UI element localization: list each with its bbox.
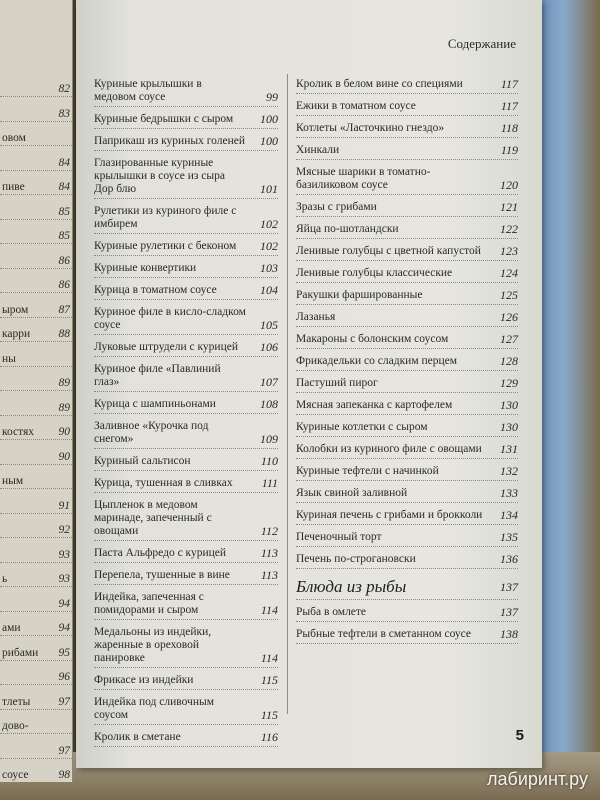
toc-entry-page: 102	[260, 239, 278, 253]
toc-entry-page: 113	[260, 546, 278, 560]
toc-entry-title: Заливное «Курочка под снегом»	[94, 420, 209, 445]
toc-entry-title: Ленивые голубцы с цветной капустой	[296, 245, 481, 257]
left-page-entry	[0, 325, 72, 342]
toc-entry-title: Куриное филе «Павлиний глаз»	[94, 363, 221, 388]
section-page: 137	[500, 580, 518, 594]
toc-entry-page: 103	[260, 261, 278, 275]
left-page-entry-title: ь	[2, 573, 8, 585]
toc-entry-title: Куриные крылышки в медовом соусе	[94, 78, 202, 103]
toc-entry	[94, 420, 278, 449]
toc-entry-title: Глазированные куриные крылышки в соусе из сыра Дор блю	[94, 157, 225, 195]
toc-entry-title: Медальоны из индейки, жаренные в ореховой панировке	[94, 626, 212, 664]
left-page-entry-page: 92	[58, 524, 70, 536]
left-page-entry	[0, 644, 72, 661]
toc-entry-title: Макароны с болонским соусом	[296, 333, 449, 345]
toc-entry-title: Курица в томатном соусе	[94, 284, 217, 296]
toc-entry	[94, 547, 278, 563]
left-page-entry-page: 94	[58, 597, 70, 610]
left-page-entry	[0, 497, 72, 514]
toc-entry-title: Куриные котлетки с сыром	[296, 421, 428, 433]
toc-entry-title: Луковые штрудели с курицей	[94, 341, 238, 353]
toc-entry	[94, 240, 278, 256]
toc-entry	[296, 311, 518, 327]
toc-entry-page: 115	[260, 708, 278, 722]
toc-entry-page: 117	[500, 77, 518, 91]
toc-entry-title: Ежики в томатном соусе	[296, 100, 416, 112]
toc-entry	[94, 674, 278, 690]
toc-entry-title: Куриная печень с грибами и брокколи	[296, 509, 483, 521]
toc-entry-page: 111	[261, 476, 278, 490]
toc-entry-page: 109	[260, 432, 278, 446]
toc-entry-title: Паприкаш из куриных голеней	[94, 135, 246, 147]
toc-entry-page: 123	[500, 244, 518, 258]
toc-entry	[94, 205, 278, 234]
toc-entry-page: 110	[260, 454, 278, 468]
left-page-entry	[0, 448, 72, 465]
toc-entry-title: Куриные тефтели с начинкой	[296, 465, 439, 477]
left-page-entry	[0, 399, 72, 416]
toc-entry	[296, 606, 518, 622]
toc-entry-title: Паста Альфредо с курицей	[94, 547, 227, 559]
page-number: 5	[515, 727, 524, 744]
toc-entry	[296, 377, 518, 393]
toc-entry	[94, 455, 278, 471]
toc-entry	[94, 363, 278, 392]
left-page-entry	[0, 693, 72, 710]
left-page-entry-page: 82	[58, 83, 70, 95]
toc-entry-title: Куриные рулетики с беконом	[94, 240, 237, 252]
toc-entry	[296, 122, 518, 138]
toc-entry	[296, 509, 518, 525]
toc-entry	[94, 157, 278, 199]
left-page-entry	[0, 178, 72, 195]
toc-entry	[296, 421, 518, 437]
toc-entry-title: Ракушки фаршированные	[296, 289, 423, 301]
toc-entry-title: Пастуший пирог	[296, 377, 378, 389]
toc-entry-title: Рыбные тефтели в сметанном соусе	[296, 628, 472, 640]
book-cover-edge	[540, 0, 600, 800]
toc-entry-page: 122	[500, 222, 518, 236]
toc-entry-page: 104	[260, 283, 278, 297]
left-page-entry-page: 97	[58, 695, 70, 708]
left-page-entry-page: 90	[58, 450, 70, 463]
toc-entry-title: Рыба в омлете	[296, 606, 367, 618]
toc-entry-title: Колобки из куриного филе с овощами	[296, 443, 482, 455]
toc-entry	[94, 696, 278, 725]
left-page-entry-title: дово-	[2, 720, 29, 732]
toc-entry	[94, 499, 278, 541]
toc-entry-title: Мясная запеканка с картофелем	[296, 399, 453, 411]
left-page-entry	[0, 521, 72, 538]
left-page-entry-title: ны	[2, 352, 16, 365]
toc-entry-page: 113	[260, 568, 278, 582]
toc-entry-page: 102	[260, 217, 278, 231]
toc-entry-page: 119	[500, 143, 518, 157]
toc-entry-title: Кролик в белом вине со специями	[296, 78, 463, 90]
toc-entry-page: 100	[260, 112, 278, 126]
left-page-entry-page: 83	[58, 107, 70, 120]
toc-entry-page: 125	[500, 288, 518, 302]
toc-entry	[94, 306, 278, 335]
toc-entry-page: 114	[260, 603, 278, 617]
toc-entry	[94, 341, 278, 357]
toc-entry-page: 134	[500, 508, 518, 522]
toc-entry-page: 105	[260, 318, 278, 332]
left-page-entry-page: 85	[58, 230, 70, 242]
toc-entry-title: Курица, тушенная в сливках	[94, 477, 233, 489]
left-page-entry-title: костях	[2, 426, 35, 438]
toc-entry-title: Куриное филе в кисло-сладком соусе	[94, 306, 246, 331]
toc-entry-page: 100	[260, 134, 278, 148]
toc-entry-page: 127	[500, 332, 518, 346]
toc-entry-title: Куриный сальтисон	[94, 455, 191, 467]
toc-entry-page: 116	[260, 730, 278, 744]
section-heading	[296, 577, 518, 600]
left-page-entry-page: 93	[58, 573, 70, 585]
left-page-entry	[0, 619, 72, 636]
toc-entry-page: 99	[266, 90, 278, 104]
toc-entry	[94, 398, 278, 414]
left-page-entry	[0, 252, 72, 269]
left-page-fragment	[0, 0, 73, 782]
toc-entry	[296, 166, 518, 195]
left-page-entry	[0, 472, 72, 489]
left-page-entry-title: ами	[2, 622, 21, 634]
toc-entry	[296, 289, 518, 305]
toc-entry	[296, 355, 518, 371]
left-page-entry-page: 86	[58, 279, 70, 291]
toc-entry-title: Печеночный торт	[296, 531, 382, 543]
toc-entry	[296, 443, 518, 459]
toc-entry	[94, 626, 278, 668]
toc-entry-title: Цыпленок в медовом маринаде, запеченный с овощами	[94, 499, 212, 537]
toc-entry-page: 124	[500, 266, 518, 280]
column-divider	[287, 74, 288, 714]
toc-entry-title: Фрикадельки со сладким перцем	[296, 355, 458, 367]
left-page-entry-title: карри	[2, 328, 31, 340]
toc-entry-title: Зразы с грибами	[296, 201, 377, 213]
toc-entry-page: 121	[500, 200, 518, 214]
left-page-entry	[0, 80, 72, 97]
toc-entry-title: Индейка под сливочным соусом	[94, 696, 215, 721]
left-page-entry	[0, 276, 72, 293]
toc-entry-page: 138	[500, 627, 518, 641]
toc-entry-page: 107	[260, 375, 278, 389]
toc-entry-title: Печень по-строгановски	[296, 553, 416, 565]
left-page-entry-page: 95	[58, 646, 70, 659]
toc-entry	[94, 731, 278, 747]
toc-entry-title: Язык свиной заливной	[296, 487, 408, 499]
toc-entry	[94, 477, 278, 493]
left-page-entry	[0, 227, 72, 244]
toc-entry	[296, 100, 518, 116]
toc-entry-page: 133	[500, 486, 518, 500]
toc-entry-title: Яйца по-шотландски	[296, 223, 399, 235]
toc-entry-page: 137	[500, 605, 518, 619]
left-page-entry-page: 88	[58, 328, 70, 340]
left-page-entry-page: 87	[58, 303, 70, 316]
left-page-entry	[0, 423, 72, 440]
left-page-entry-title: овом	[2, 132, 26, 144]
contents-page	[76, 0, 542, 768]
watermark: лабиринт.ру	[487, 769, 588, 789]
toc-entry-page: 118	[500, 121, 518, 135]
left-page-entry	[0, 203, 72, 220]
toc-entry-page: 132	[500, 464, 518, 478]
left-page-entry	[0, 766, 72, 782]
left-page-entry-page: 89	[58, 401, 70, 414]
toc-entry-title: Куриные бедрышки с сыром	[94, 113, 234, 125]
left-page-entry-page: 94	[58, 622, 70, 634]
left-page-entry-page: 97	[58, 744, 70, 757]
left-page-entry-page: 93	[58, 548, 70, 561]
toc-entry-page: 115	[260, 673, 278, 687]
left-page-entry	[0, 668, 72, 685]
toc-entry	[94, 78, 278, 107]
toc-entry-page: 135	[500, 530, 518, 544]
toc-entry-page: 117	[500, 99, 518, 113]
toc-entry-page: 129	[500, 376, 518, 390]
left-page-entry-title: соусе	[2, 769, 29, 781]
toc-entry	[296, 267, 518, 283]
left-page-entry-page: 98	[58, 769, 70, 781]
toc-entry	[94, 113, 278, 129]
toc-entry-title: Фрикасе из индейки	[94, 674, 194, 686]
left-page-entry	[0, 374, 72, 391]
toc-entry	[94, 591, 278, 620]
left-page-entry	[0, 570, 72, 587]
contents-column-left	[94, 78, 278, 753]
left-page-entry-page: 86	[58, 254, 70, 267]
left-page-entry-page: 85	[58, 205, 70, 218]
toc-entry	[296, 487, 518, 503]
toc-entry-title: Рулетики из куриного филе с имбирем	[94, 205, 237, 230]
toc-entry-title: Котлеты «Ласточкино гнездо»	[296, 122, 445, 134]
toc-entry-title: Кролик в сметане	[94, 731, 181, 743]
left-page-entry	[0, 595, 72, 612]
left-page-entry	[0, 717, 72, 734]
toc-entry-title: Курица с шампиньонами	[94, 398, 216, 410]
toc-entry	[296, 201, 518, 217]
toc-entry	[94, 569, 278, 585]
left-page-entry	[0, 350, 72, 367]
left-page-entry-page: 90	[58, 426, 70, 438]
toc-entry	[296, 553, 518, 569]
toc-entry-page: 120	[500, 178, 518, 192]
toc-entry	[296, 144, 518, 160]
toc-entry-page: 114	[260, 651, 278, 665]
toc-entry	[296, 223, 518, 239]
left-page-entry-title: ыром	[2, 303, 29, 316]
toc-entry-page: 101	[260, 182, 278, 196]
toc-entry-title: Куриные конвертики	[94, 262, 197, 274]
toc-entry	[296, 531, 518, 547]
toc-entry-title: Перепела, тушенные в вине	[94, 569, 230, 581]
left-page-entry-page: 84	[58, 156, 70, 169]
toc-entry-page: 131	[500, 442, 518, 456]
left-page-entry	[0, 742, 72, 759]
left-page-entry	[0, 301, 72, 318]
toc-entry	[296, 628, 518, 644]
toc-entry	[296, 78, 518, 94]
toc-entry-page: 106	[260, 340, 278, 354]
toc-entry-page: 108	[260, 397, 278, 411]
toc-entry-page: 126	[500, 310, 518, 324]
toc-entry-page: 128	[500, 354, 518, 368]
left-page-entry	[0, 129, 72, 146]
section-title: Блюда из рыбы	[296, 577, 407, 596]
toc-entry-title: Индейка, запеченная с помидорами и сыром	[94, 591, 204, 616]
toc-entry-title: Хинкали	[296, 144, 340, 156]
left-page-entry-page: 89	[58, 377, 70, 389]
left-page-entry-title: рибами	[2, 646, 39, 659]
left-page-entry	[0, 546, 72, 563]
toc-entry-page: 112	[260, 524, 278, 538]
left-page-entry-page: 96	[58, 671, 70, 683]
toc-entry-title: Ленивые голубцы классические	[296, 267, 453, 279]
toc-entry	[296, 399, 518, 415]
toc-entry-page: 130	[500, 398, 518, 412]
contents-column-right	[296, 78, 518, 650]
left-page-entry-title: тлеты	[2, 695, 31, 708]
toc-entry	[296, 465, 518, 481]
toc-entry-title: Лазанья	[296, 311, 336, 323]
toc-entry	[296, 333, 518, 349]
left-page-entry-page: 84	[58, 181, 70, 193]
toc-entry-page: 130	[500, 420, 518, 434]
left-page-entry	[0, 154, 72, 171]
toc-entry	[94, 135, 278, 151]
toc-entry	[94, 262, 278, 278]
left-page-entry-page: 91	[58, 499, 70, 512]
page-header: Содержание	[447, 36, 516, 51]
toc-entry-title: Мясные шарики в томатно-базиликовом соусе	[296, 166, 431, 191]
left-page-entry-title: пиве	[2, 181, 25, 193]
left-page-entry-title: ным	[2, 475, 24, 487]
toc-entry-page: 136	[500, 552, 518, 566]
toc-entry	[296, 245, 518, 261]
toc-entry	[94, 284, 278, 300]
left-page-entry	[0, 105, 72, 122]
